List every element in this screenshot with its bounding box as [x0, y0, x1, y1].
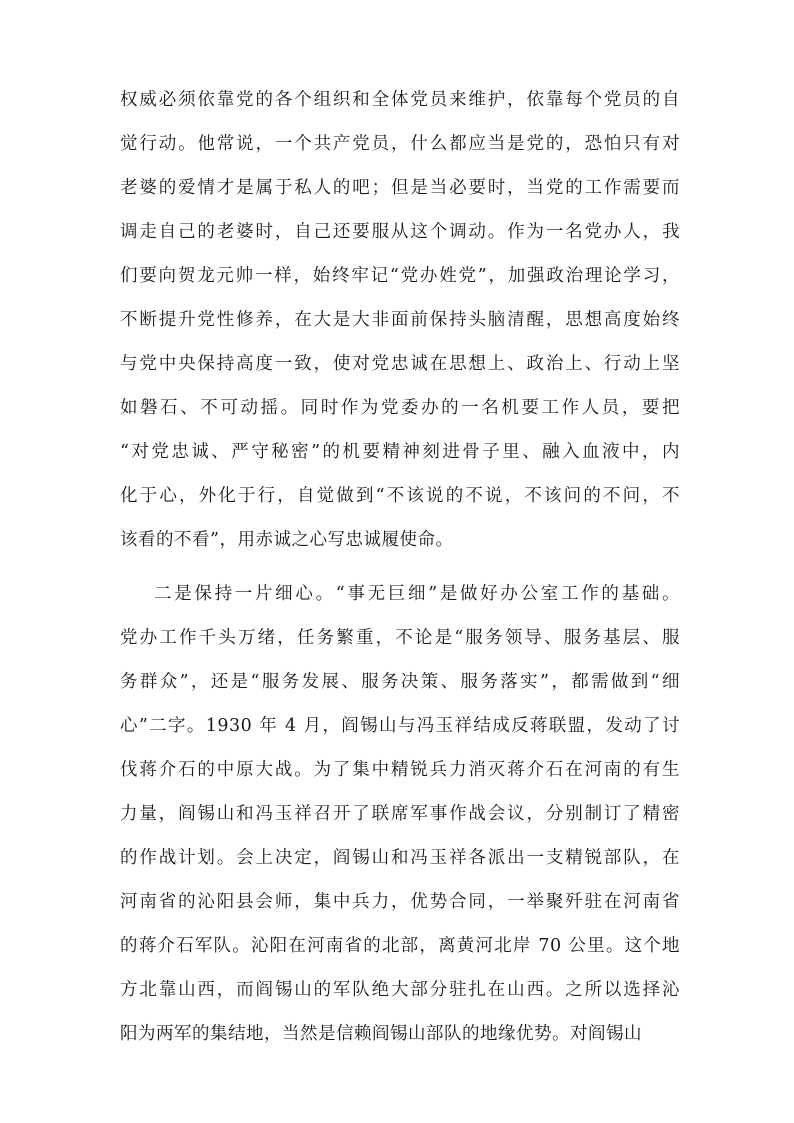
text-line: 不断提升党性修养，在大是大非面前保持头脑清醒，思想高度始终	[120, 310, 680, 330]
text-line: 方北靠山西，而阎锡山的军队绝大部分驻扎在山西。之所以选择沁	[120, 980, 680, 1000]
text-line: 化于心，外化于行，自觉做到“不该说的不说，不该问的不问，不	[120, 486, 680, 506]
text-line: 该看的不看”，用赤诚之心写忠诚履使命。	[120, 530, 454, 550]
text-line: 心”二字。1930 年 4 月，阎锡山与冯玉祥结成反蒋联盟，发动了讨	[120, 716, 680, 736]
text-line: 觉行动。他常说，一个共产党员，什么都应当是党的，恐怕只有对	[120, 134, 680, 154]
text-line: 伐蒋介石的中原大战。为了集中精锐兵力消灭蒋介石在河南的有生	[120, 760, 680, 780]
text-line: “对党忠诚、严守秘密”的机要精神刻进骨子里、融入血液中，内	[120, 442, 680, 462]
text-line: 力量，阎锡山和冯玉祥召开了联席军事作战会议，分别制订了精密	[120, 804, 680, 824]
text-line: 如磐石、不可动摇。同时作为党委办的一名机要工作人员，要把	[120, 398, 680, 418]
text-line: 权威必须依靠党的各个组织和全体党员来维护，依靠每个党员的自	[120, 90, 680, 110]
text-line: 河南省的沁阳县会师，集中兵力，优势合同，一举聚歼驻在河南省	[120, 892, 680, 912]
text-line: 阳为两军的集结地，当然是信赖阎锡山部队的地缘优势。对阎锡山	[120, 1024, 642, 1044]
text-line: 调走自己的老婆时，自己还要服从这个调动。作为一名党办人，我	[120, 222, 680, 242]
text-line: 党办工作千头万绪，任务繁重，不论是“服务领导、服务基层、服	[120, 628, 680, 648]
text-line: 的作战计划。会上决定，阎锡山和冯玉祥各派出一支精锐部队，在	[120, 848, 680, 868]
text-line: 二是保持一片细心。“事无巨细”是做好办公室工作的基础。	[154, 584, 680, 604]
text-line: 的蒋介石军队。沁阳在河南省的北部，离黄河北岸 70 公里。这个地	[120, 936, 680, 956]
text-line: 与党中央保持高度一致，使对党忠诚在思想上、政治上、行动上坚	[120, 354, 680, 374]
text-line: 们要向贺龙元帅一样，始终牢记“党办姓党”，加强政治理论学习，	[120, 266, 680, 286]
text-line: 老婆的爱情才是属于私人的吧；但是当必要时，当党的工作需要而	[120, 178, 680, 198]
text-line: 务群众”，还是“服务发展、服务决策、服务落实”，都需做到“细	[120, 672, 680, 692]
